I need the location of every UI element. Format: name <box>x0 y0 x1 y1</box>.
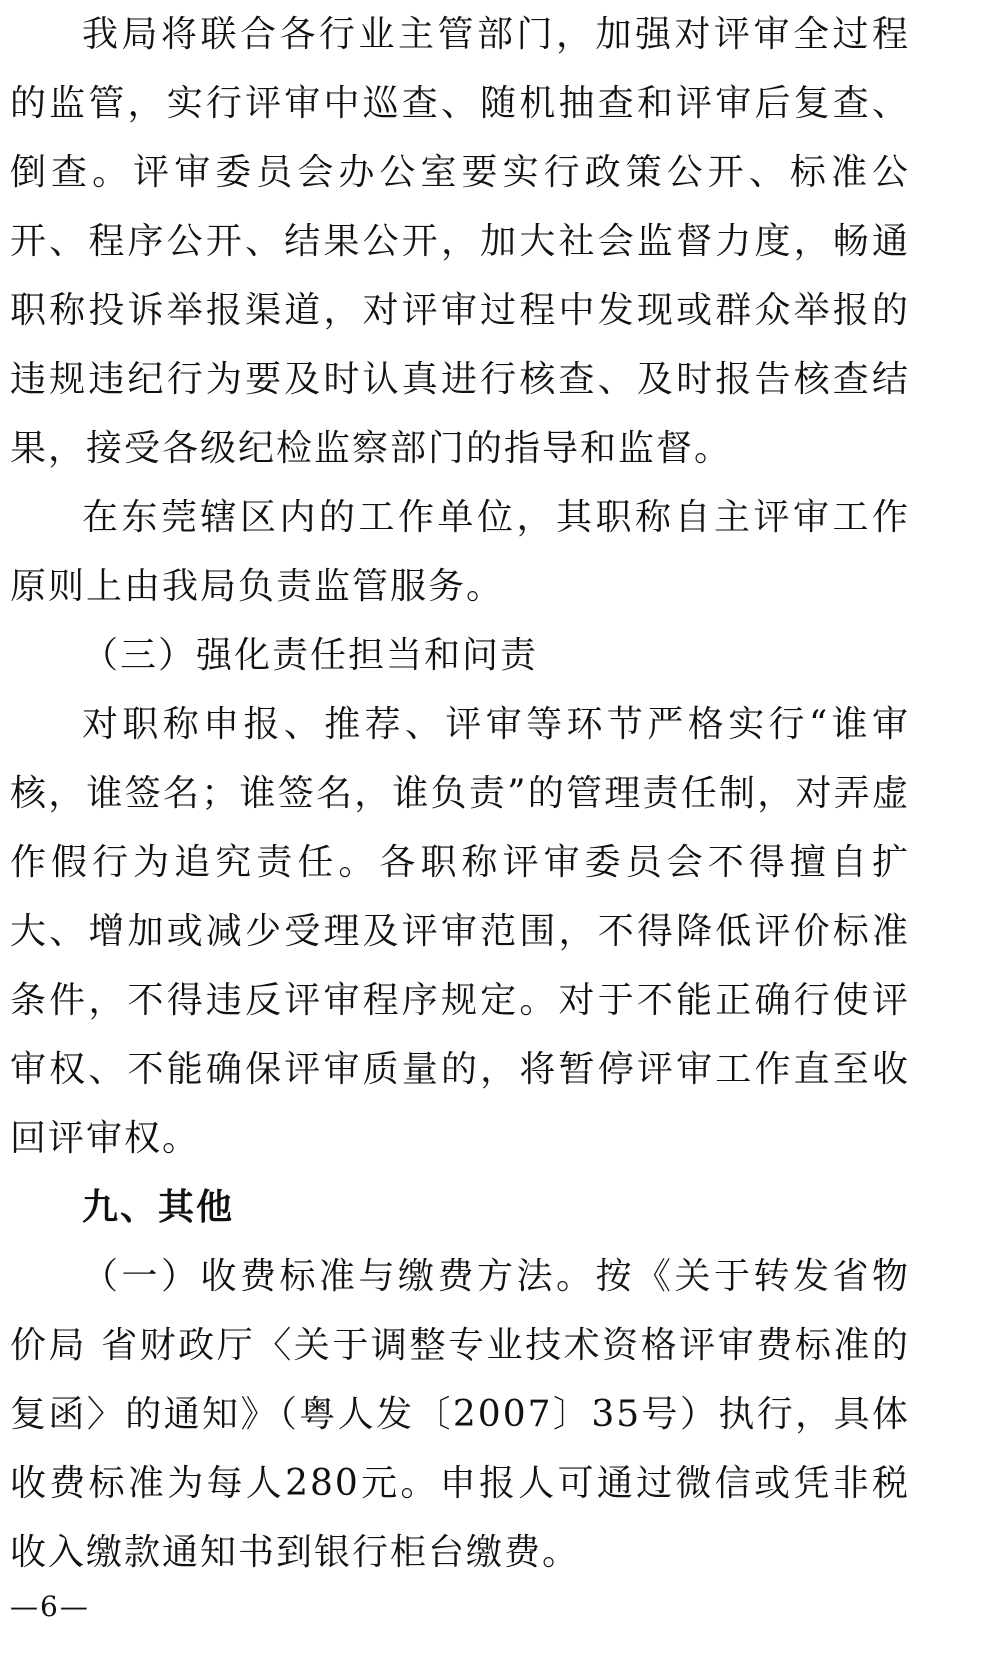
paragraph-accountability: 对职称申报、推荐、评审等环节严格实行“谁审核，谁签名；谁签名，谁负责”的管理责任制，对弄虚作假行为追究责任。各职称评审委员会不得擅自扩大、增加或减少受理及评审范围，不得降低评价标准条件，不得违反评审程序规定。对于不能正确行使评审权、不能确保评审质量的，将暂停评审工作直至收回评审权。 <box>10 704 910 1159</box>
section-three-heading: （三）强化责任担当和问责 <box>82 635 539 676</box>
paragraph-fees: （一）收费标准与缴费方法。按《关于转发省物价局 省财政厅〈关于调整专业技术资格评审费标准的复函〉的通知》（粤人发〔2007〕35号）执行，具体收费标准为每人280元。申报人可通过微信或凭非税收入缴款通知书到银行柜台缴费。 <box>10 1256 910 1573</box>
page-number: —6— <box>10 1590 90 1623</box>
section-nine-heading: 九、其他 <box>82 1187 235 1228</box>
document-body <box>10 0 910 1587</box>
paragraph-dongguan-units: 在东莞辖区内的工作单位，其职称自主评审工作原则上由我局负责监管服务。 <box>10 497 910 607</box>
paragraph-supervision: 我局将联合各行业主管部门，加强对评审全过程的监管，实行评审中巡查、随机抽查和评审后复查、倒查。评审委员会办公室要实行政策公开、标准公开、程序公开、结果公开，加大社会监督力度，畅通职称投诉举报渠道，对评审过程中发现或群众举报的违规违纪行为要及时认真进行核查、及时报告核查结果，接受各级纪检监察部门的指导和监督。 <box>10 14 910 469</box>
